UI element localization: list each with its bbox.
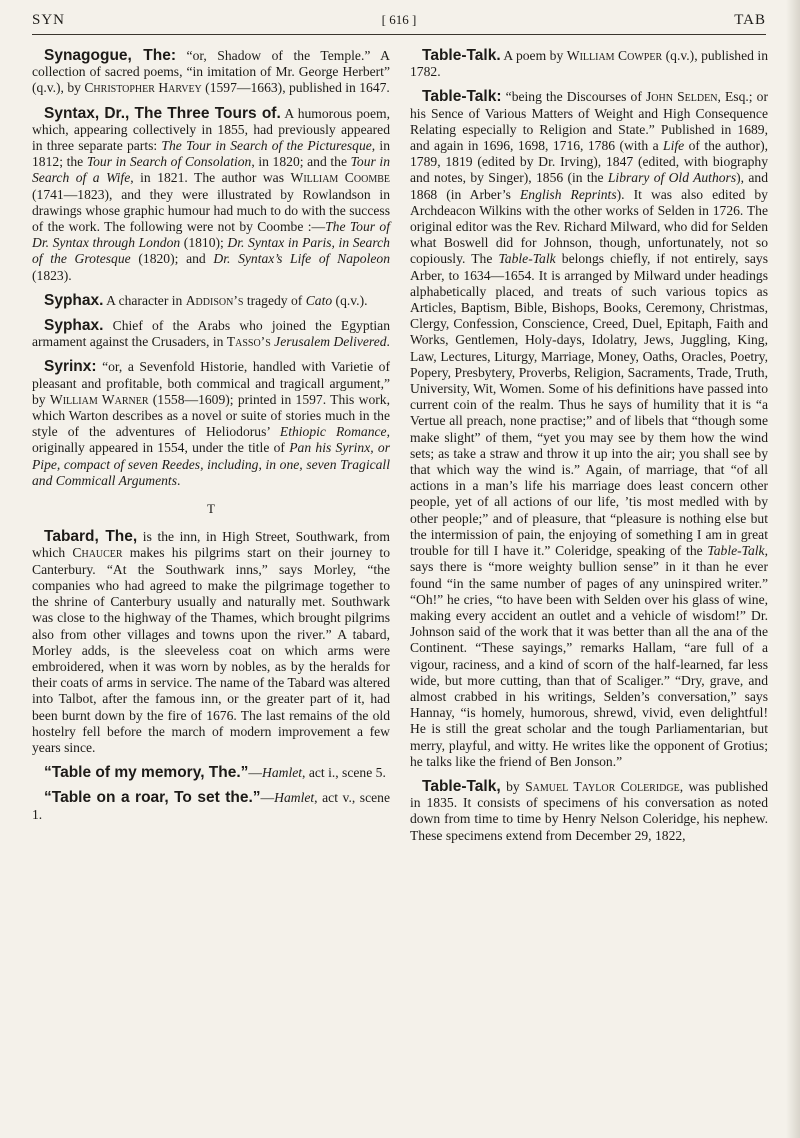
- entry-text: , act i., scene 5.: [302, 765, 386, 781]
- entry-table-of-my-memory: [32, 765, 390, 781]
- headword: Table-Talk.: [422, 47, 501, 64]
- work-title: Tour in Search of a Wife: [32, 154, 390, 186]
- entry-text: (1823).: [32, 267, 72, 283]
- work-title: Dr. Syntax’s Life of Napoleon: [213, 251, 391, 267]
- left-column: [32, 48, 390, 832]
- entry-text: , in 1820; and the: [251, 154, 351, 170]
- author-name: John Selden: [646, 89, 718, 105]
- entry-text: is the inn, in High Street, Southwark, from which: [32, 529, 390, 561]
- work-title: Hamlet: [262, 765, 303, 781]
- entry-syrinx: [32, 359, 390, 489]
- entry-text: ). It was also edited by Archdeacon Wilkins with the other works of Selden in 1726. The original editor was the Rev. Richard Milward, who did for Selden what Boswell did for Johnson, though, unfortunately, not so copiously. The: [410, 186, 768, 267]
- headword: Syphax.: [44, 291, 104, 309]
- author-name: Chaucer: [72, 545, 123, 561]
- work-title: Jerusalem Delivered: [274, 334, 387, 350]
- entry-text: , Esq.; or his Sence of Various Matters of Weight and High Consequence Relating especially to Religion and State.” Published in 1689, and again in 1696, 1698, 1716, 1786 (with a: [410, 89, 768, 154]
- entry-text: A poem by: [500, 48, 567, 63]
- entry-text: , originally appeared in 1554, under the title of: [32, 424, 390, 456]
- headword: Syrinx:: [44, 358, 97, 376]
- entry-text: “or, a Sevenfold Historie, handled with Varietie of pleasant and profitable, both commical and tragicall argument,” by: [32, 359, 390, 407]
- entry-table-on-a-roar: [32, 790, 390, 822]
- work-title: Ethiopic Romance: [279, 424, 387, 440]
- entry-text: “or, Shadow of the Temple.” A collection of sacred poems, “in imitation of Mr. George Herbert” (q.v.), by: [32, 48, 391, 96]
- headword: Table-Talk:: [422, 88, 502, 106]
- work-title: Pan his Syrinx, or Pipe, compact of seven Reedes, including, in one, seven Tragicall and Commicall Arguments: [32, 440, 391, 488]
- entry-syphax-cato: [32, 293, 390, 309]
- entry-text: (1597—1663), published in 1647.: [201, 80, 390, 96]
- entry-tabard: [32, 529, 390, 756]
- entry-text: (1558—1609); printed in 1597. This work, which Warton describes as a novel or suite of stories much in the style of the adventures of Heliodorus’: [32, 391, 390, 440]
- entry-text: —: [248, 765, 263, 781]
- entry-table-talk-coleridge: [410, 779, 768, 844]
- entry-text: , in 1812; the: [32, 138, 390, 170]
- header-rule: [32, 34, 766, 35]
- section-letter: T: [207, 501, 215, 517]
- entry-text: (1810);: [180, 235, 228, 251]
- entry-text: Chief of the Arabs who joined the Egyptian armament against the Crusaders, in: [32, 318, 390, 350]
- entry-table-talk-selden: [410, 89, 768, 770]
- entry-text: (1741—1823), and they were illustrated by Rowlandson in drawings whose graphic humour had much to do with the success of the work. The following were not by Coombe :—: [32, 186, 390, 235]
- work-title: Hamlet: [274, 790, 315, 806]
- work-title: Library of Old Authors: [607, 170, 737, 186]
- entry-text: “being the Discourses of: [501, 89, 647, 105]
- entry-text: .: [386, 334, 390, 350]
- author-name: William Warner: [49, 391, 149, 407]
- headword: Syntax, Dr., The Three Tours of.: [44, 104, 281, 122]
- work-title: The Tour of Dr. Syntax through London: [32, 219, 390, 251]
- entry-syntax: [32, 106, 390, 284]
- entry-text: makes his pilgrims start on their journey to Canterbury. “At the Southwark inns,” says Morley, “the companies who had agreed to make the pilgrimage together to the shrine of Canterbury usually and naturally met. Southwark was close to the highway of the Thames, which brought pilgrims also from other villages and towns upon the river.” A tabard, Morley adds, is the sleeveless coat on which arms were embroidered, when it was worn by nobles, as by the heralds for their coats of arms in service. The name of the Tabard was altered into Talbot, after the famous inn, or the greater part of it, had been burnt down by the fire of 1676. The last remains of the old hostelry fell before the march of modern improvement a few years since.: [32, 545, 390, 755]
- entry-text: .: [177, 472, 181, 488]
- entry-synagogue: [32, 48, 390, 97]
- running-header: [32, 10, 766, 40]
- work-title: Tour in Search of Consolation: [86, 154, 252, 170]
- entry-text: (q.v.).: [332, 292, 368, 308]
- work-title: Table-Talk: [498, 251, 556, 267]
- work-title: English Reprints: [519, 186, 617, 202]
- page-number: [ 616 ]: [381, 12, 417, 27]
- page-edge-shadow: [786, 0, 800, 1138]
- headword: “Table of my memory, The.”: [44, 764, 249, 782]
- headword: Tabard, The,: [44, 528, 138, 546]
- header-right-guide-word: TAB: [734, 12, 766, 28]
- entry-text: , in 1821. The author was: [130, 170, 291, 186]
- work-title: The Tour in Search of the Picturesque: [161, 138, 372, 154]
- entry-text: (q.v.), published in 1782.: [410, 48, 769, 80]
- work-title: Table-Talk: [707, 543, 765, 559]
- author-name: William Cowper: [566, 48, 663, 63]
- entry-text: tragedy of: [243, 292, 306, 308]
- entry-table-talk-cowper: [410, 48, 768, 80]
- headword: Syphax.: [44, 317, 104, 335]
- author-name: Samuel Taylor Coleridge: [525, 778, 680, 794]
- entry-syphax-tasso: [32, 318, 390, 350]
- entry-text: A humorous poem, which, appearing collectively in 1855, had previously appeared in three separate parts:: [32, 105, 390, 154]
- author-name: Addison’s: [185, 292, 244, 308]
- entry-text: by: [500, 778, 526, 794]
- entry-text: belongs chiefly, if not entirely, says Arber, to 1634—1654. It is arranged by Milward under headings alphabetically placed, and treats of such various topics as Articles, Baptism, Bible, Bishops, Books, Ceremony, Christmas, Clergy, Confession, Conscience, Creed, Duel, Epitaph, Faith and Works, Gentlemen, Holy-days, Idolatry, Jews, Juggling, King, Law, Lectures, Liturgy, Marriage, Money, Oaths, Oracles, Poetry, Popery, Presbytery, Proverbs, Religion, Sacraments, Trade, Truth, University, Wit, Women. Some of his definitions have passed into current coin of the realm. Thus he says of humility that it is “a Vertue all preach, none practise;” and of libels that “though some make slight” of them, “yet you may see by them how the wind sets; as take a straw and throw it up into the air; you shall see by that which way the wind is.” Again, of marriage, that “of all actions in a man’s life his marriage does least concern other people, yet of all actions of our life, ’tis most medled with by other people;” and of pleasure, that “pleasure is nothing else but the intermission of pain, the enjoying of something I am in great trouble for till I have it.” Coleridge, speaking of the: [410, 251, 769, 559]
- headword: Table-Talk,: [422, 777, 501, 795]
- headword: “Table on a roar, To set the.”: [44, 789, 261, 807]
- entry-text: , says there is “more weighty bullion sense” in it than he ever found “in the same number of pages of any uninspired writer.” “Oh!” he cries, “to have been with Selden over his glass of wine, making every accident an outlet and a vehicle of wisdom!” Dr. Johnson said of the work that it was better than all the ana of the Continent. “These sayings,” remarks Hallam, “are full of a vigour, raciness, and a kind of scorn of the half-learned, far less wide, but more cutting, than that of Scaliger.” “Dry, grave, and almost crabbed in his writings, Selden’s conversation,” says Hannay, “is homely, humorous, shrewd, vivid, even delightful! He is still the great scholar and the tough Parliamentarian, but merry, playful, and witty. He writes like the opponent of Grotius; he talks like the friend of Ben Jonson.”: [410, 543, 768, 769]
- entry-text: , act v., scene 1.: [32, 790, 390, 822]
- author-name: William Coombe: [290, 170, 390, 186]
- entry-text: of the author), 1789, 1819 (edited by Dr. Irving), 1847 (edited, with biography and notes, by Singer), 1856 (in the: [410, 138, 768, 186]
- work-title: Dr. Syntax in Paris, in Search of the Grotesque: [32, 235, 390, 267]
- author-name: Tasso’s: [226, 334, 271, 350]
- headword: Synagogue, The:: [44, 47, 177, 64]
- entry-text: —: [260, 790, 275, 806]
- entry-text: (1820); and: [130, 251, 214, 267]
- work-title: Cato: [305, 292, 333, 308]
- entry-text: , was published in 1835. It consists of specimens of his conversation as noted down from time to time by Henry Nelson Coleridge, his nephew. These specimens extend from December 29, 1822,: [410, 778, 768, 843]
- entry-text: ), and 1868 (in Arber’s: [410, 170, 769, 202]
- author-name: Christopher Harvey: [84, 80, 202, 96]
- header-left-guide-word: SYN: [32, 12, 66, 28]
- entry-text: A character in: [103, 292, 186, 308]
- right-column: [410, 48, 768, 853]
- work-title: Life: [663, 138, 685, 154]
